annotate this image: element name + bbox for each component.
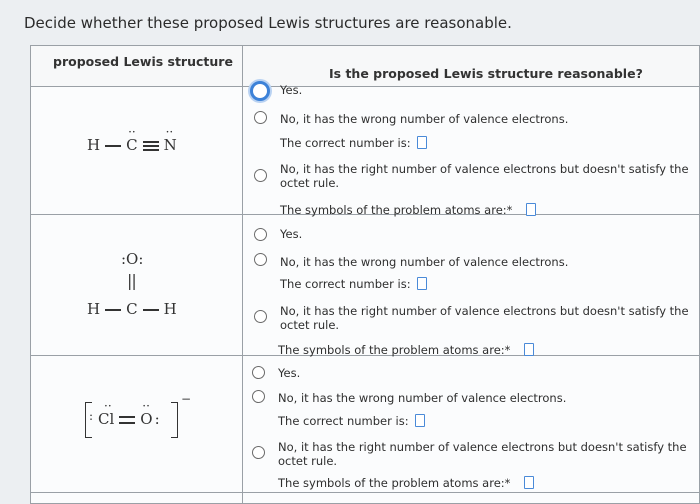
radio-octet[interactable]: [254, 169, 267, 182]
correct-number-label: The correct number is:: [280, 136, 427, 150]
molecule-hch: [87, 300, 177, 318]
radio-wrong-valence[interactable]: [252, 390, 265, 403]
correct-number-input[interactable]: [417, 277, 427, 290]
double-bond: [119, 416, 135, 424]
option-octet[interactable]: No, it has the right number of valence electrons but doesn't satisfy the octet rule.: [280, 304, 689, 332]
radio-wrong-valence[interactable]: [254, 253, 267, 266]
lone-pair-dots: ··: [165, 125, 174, 139]
correct-number-label: The correct number is:: [278, 414, 425, 428]
option-yes[interactable]: Yes.: [278, 366, 301, 380]
atom-h: H: [163, 300, 177, 318]
single-bond: [105, 309, 121, 311]
symbols-input[interactable]: [524, 476, 534, 489]
atom-h: H: [87, 300, 101, 318]
atom-c: C: [126, 300, 138, 318]
correct-number-input[interactable]: [415, 414, 425, 427]
single-bond: [105, 145, 121, 147]
symbols-label: The symbols of the problem atoms are:*: [280, 203, 536, 217]
correct-number-input[interactable]: [417, 136, 427, 149]
radio-octet[interactable]: [252, 446, 265, 459]
row-divider: [31, 492, 699, 493]
double-bond-vertical: ||: [127, 271, 136, 290]
table-header: [31, 46, 699, 87]
atom-c: ·· C: [126, 125, 138, 154]
option-yes[interactable]: Yes.: [280, 227, 303, 241]
molecule-oxygen-top: [121, 250, 143, 268]
radio-wrong-valence[interactable]: [254, 111, 267, 124]
symbols-input[interactable]: [524, 343, 534, 356]
molecule-hcn: [87, 125, 177, 154]
radio-yes[interactable]: [254, 228, 267, 241]
option-yes[interactable]: Yes.: [280, 83, 303, 97]
symbols-label: The symbols of the problem atoms are:*: [278, 476, 534, 490]
radio-yes[interactable]: [252, 366, 265, 379]
atom-o-lone-pairs: :O:: [121, 250, 144, 268]
column-divider: [242, 46, 243, 503]
correct-number-label: The correct number is:: [280, 277, 427, 291]
atom-h: H: [87, 136, 101, 154]
atom-o: ·· O :: [140, 399, 160, 428]
column-header-structure: proposed Lewis structure: [53, 54, 233, 69]
option-wrong-valence[interactable]: No, it has the wrong number of valence electrons.: [280, 255, 569, 269]
triple-bond: [143, 141, 159, 151]
molecule-clo-ion: [89, 399, 160, 428]
right-bracket: [171, 402, 178, 438]
option-wrong-valence[interactable]: No, it has the wrong number of valence electrons.: [278, 391, 567, 405]
option-octet[interactable]: No, it has the right number of valence electrons but doesn't satisfy the octet rule.: [280, 162, 689, 190]
radio-octet[interactable]: [254, 310, 267, 323]
question-prompt: Decide whether these proposed Lewis structures are reasonable.: [24, 14, 512, 32]
radio-yes-selected[interactable]: [250, 81, 270, 101]
single-bond: [143, 309, 159, 311]
ion-charge: −: [181, 392, 192, 406]
lewis-structure-table: [30, 45, 700, 504]
lone-pair-dots: ··: [128, 125, 136, 139]
option-wrong-valence[interactable]: No, it has the wrong number of valence electrons.: [280, 112, 569, 126]
atom-cl: : ·· Cl: [89, 399, 115, 428]
symbols-input[interactable]: [526, 203, 536, 216]
symbols-label: The symbols of the problem atoms are:*: [278, 343, 534, 357]
option-octet[interactable]: No, it has the right number of valence electrons but doesn't satisfy the octet rule.: [278, 440, 687, 468]
atom-n: ·· N: [163, 125, 177, 154]
column-header-reasonable: Is the proposed Lewis structure reasonable?: [329, 66, 643, 81]
